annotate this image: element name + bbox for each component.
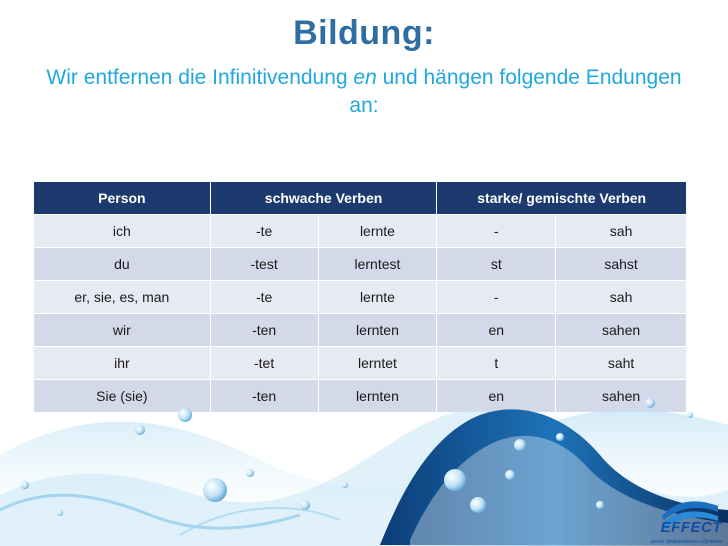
header-person: Person: [34, 182, 211, 215]
table-row: [34, 248, 687, 281]
header-weak-verbs: schwache Verben: [210, 182, 437, 215]
cell-strong-ending: en: [437, 314, 556, 347]
header-strong-verbs: starke/ gemischte Verben: [437, 182, 687, 215]
cell-weak-ending: -te: [210, 281, 318, 314]
slide-title: Bildung:: [293, 14, 435, 52]
cell-weak-ending: -ten: [210, 380, 318, 413]
cell-weak-example: lernten: [318, 314, 437, 347]
cell-strong-example: sah: [556, 281, 687, 314]
slide-subtitle: [40, 64, 688, 120]
cell-weak-ending: -tet: [210, 347, 318, 380]
logo-tagline: центр эффективного обучения: [650, 539, 722, 545]
cell-strong-ending: -: [437, 215, 556, 248]
cell-weak-example: lerntet: [318, 347, 437, 380]
cell-weak-example: lernte: [318, 281, 437, 314]
cell-weak-example: lernten: [318, 380, 437, 413]
cell-person: ihr: [34, 347, 211, 380]
table-header-row: [34, 182, 687, 215]
cell-strong-example: sahst: [556, 248, 687, 281]
cell-person: er, sie, es, man: [34, 281, 211, 314]
conjugation-table: [33, 181, 687, 413]
subtitle-text-start: Wir entfernen die Infinitivendung: [46, 66, 354, 89]
cell-strong-ending: t: [437, 347, 556, 380]
effect-logo-icon: [656, 486, 722, 546]
cell-weak-ending: -ten: [210, 314, 318, 347]
cell-person: ich: [34, 215, 211, 248]
cell-weak-example: lerntest: [318, 248, 437, 281]
table-row: [34, 314, 687, 347]
subtitle-emphasis: en: [353, 66, 377, 89]
cell-strong-ending: -: [437, 281, 556, 314]
cell-strong-example: sahen: [556, 380, 687, 413]
cell-strong-ending: st: [437, 248, 556, 281]
cell-weak-ending: -te: [210, 215, 318, 248]
cell-strong-example: saht: [556, 347, 687, 380]
cell-weak-example: lernte: [318, 215, 437, 248]
subtitle-text-end: und hängen folgende Endungen an:: [349, 66, 682, 117]
table-row: [34, 347, 687, 380]
cell-weak-ending: -test: [210, 248, 318, 281]
water-wave-decoration: [0, 385, 728, 546]
cell-person: Sie (sie): [34, 380, 211, 413]
cell-strong-example: sah: [556, 215, 687, 248]
cell-person: du: [34, 248, 211, 281]
cell-strong-ending: en: [437, 380, 556, 413]
cell-person: wir: [34, 314, 211, 347]
table-row: [34, 281, 687, 314]
table-row: [34, 215, 687, 248]
logo-name: EFFECT: [660, 519, 722, 536]
cell-strong-example: sahen: [556, 314, 687, 347]
